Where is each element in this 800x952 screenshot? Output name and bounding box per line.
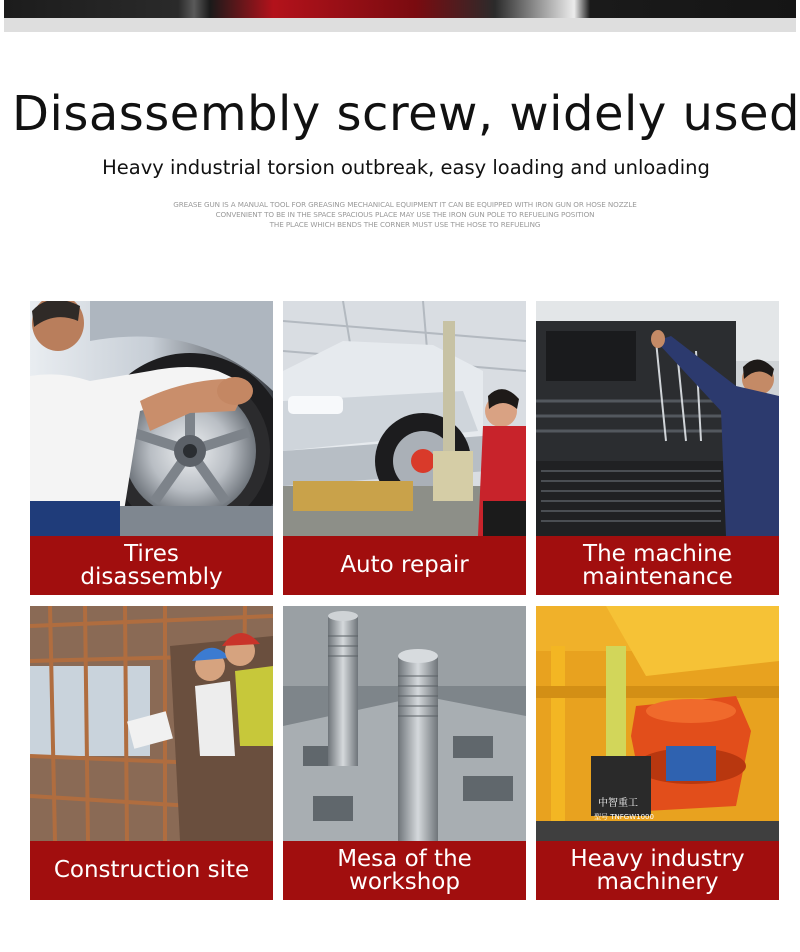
caption-auto-repair: Auto repair	[283, 536, 526, 595]
auto-repair-photo	[283, 301, 526, 536]
page-subtitle: Heavy industrial torsion outbreak, easy loading and unloading	[102, 156, 710, 179]
page-title: Disassembly screw, widely used	[12, 86, 800, 142]
card-workshop	[283, 606, 526, 900]
workshop-mold-photo	[283, 606, 526, 841]
machine-model-label: 型号 TNFGW1000	[594, 813, 654, 821]
caption-construction-site: Construction site	[30, 841, 273, 900]
description-line-2: CONVENIENT TO BE IN THE SPACE SPACIOUS PLACE MAY USE THE IRON GUN POLE TO REFUELING POSITION	[215, 210, 595, 219]
card-auto-repair	[283, 301, 526, 595]
tire-mechanic-photo	[30, 301, 273, 536]
top-product-strip	[0, 0, 800, 34]
description-line-3: THE PLACE WHICH BENDS THE CORNER MUST USE THE HOSE TO REFUELING	[269, 220, 541, 229]
card-construction-site	[30, 606, 273, 900]
caption-machine-maintenance: The machine maintenance	[536, 536, 779, 595]
heavy-machinery-photo	[536, 606, 779, 841]
card-tires-disassembly	[30, 301, 273, 595]
machine-maintenance-photo	[536, 301, 779, 536]
card-machine-maintenance	[536, 301, 779, 595]
card-heavy-industry	[536, 606, 779, 900]
caption-tires: Tires disassembly	[30, 536, 273, 595]
caption-heavy-industry: Heavy industry machinery	[536, 841, 779, 900]
description-line-1: GREASE GUN IS A MANUAL TOOL FOR GREASING MECHANICAL EQUIPMENT IT CAN BE EQUIPPED WITH IRON GUN OR HOSE NOZZLE	[173, 200, 637, 209]
caption-workshop: Mesa of the workshop	[283, 841, 526, 900]
construction-site-photo	[30, 606, 273, 841]
machine-brand-label: 中智重工	[598, 798, 638, 809]
product-photo-crop	[4, 0, 796, 18]
gray-divider-band	[4, 18, 796, 32]
